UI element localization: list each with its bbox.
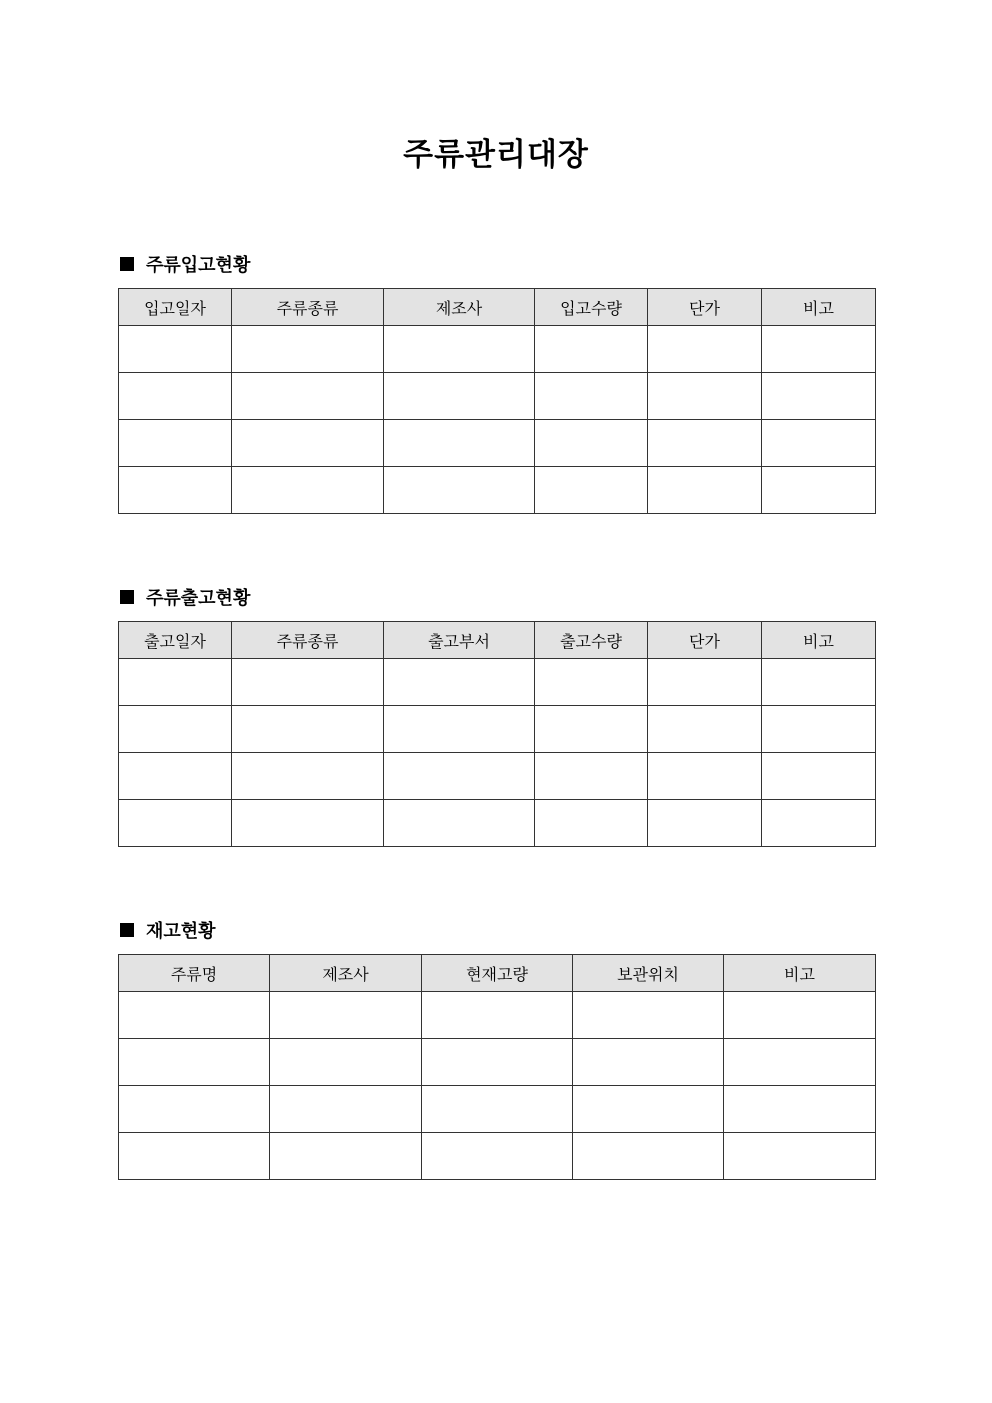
inbound-table bbox=[118, 288, 876, 514]
table-cell[interactable] bbox=[724, 1086, 876, 1133]
table-row bbox=[119, 800, 876, 847]
table-cell[interactable] bbox=[573, 992, 724, 1039]
column-header: 출고수량 bbox=[535, 622, 648, 659]
table-cell[interactable] bbox=[762, 326, 876, 373]
column-header: 비고 bbox=[724, 955, 876, 992]
table-cell[interactable] bbox=[422, 1039, 573, 1086]
table-cell[interactable] bbox=[119, 1133, 270, 1180]
table-cell[interactable] bbox=[648, 373, 762, 420]
inbound-section bbox=[118, 247, 875, 514]
table-cell[interactable] bbox=[535, 420, 648, 467]
section-title: 주류출고현황 bbox=[146, 588, 251, 609]
stock-section bbox=[118, 913, 875, 1180]
table-cell[interactable] bbox=[384, 326, 535, 373]
table-cell[interactable] bbox=[762, 800, 876, 847]
table-cell[interactable] bbox=[384, 420, 535, 467]
table-cell[interactable] bbox=[270, 1133, 422, 1180]
table-cell[interactable] bbox=[422, 1086, 573, 1133]
table-cell[interactable] bbox=[232, 800, 384, 847]
table-row bbox=[119, 467, 876, 514]
table-cell[interactable] bbox=[648, 706, 762, 753]
table-cell[interactable] bbox=[573, 1133, 724, 1180]
table-cell[interactable] bbox=[119, 326, 232, 373]
table-cell[interactable] bbox=[119, 420, 232, 467]
column-header: 주류명 bbox=[119, 955, 270, 992]
column-header: 현재고량 bbox=[422, 955, 573, 992]
table-cell[interactable] bbox=[119, 373, 232, 420]
table-row bbox=[119, 1133, 876, 1180]
section-heading bbox=[118, 247, 875, 281]
table-row bbox=[119, 1039, 876, 1086]
outbound-section bbox=[118, 580, 875, 847]
table-cell[interactable] bbox=[535, 467, 648, 514]
column-header: 입고수량 bbox=[535, 289, 648, 326]
table-header-row bbox=[119, 622, 876, 659]
column-header: 제조사 bbox=[384, 289, 535, 326]
column-header: 출고일자 bbox=[119, 622, 232, 659]
table-cell[interactable] bbox=[232, 659, 384, 706]
table-header-row bbox=[119, 289, 876, 326]
table-cell[interactable] bbox=[535, 800, 648, 847]
table-header-row bbox=[119, 955, 876, 992]
table-cell[interactable] bbox=[119, 659, 232, 706]
table-row bbox=[119, 326, 876, 373]
table-row bbox=[119, 659, 876, 706]
table-cell[interactable] bbox=[422, 992, 573, 1039]
table-cell[interactable] bbox=[384, 373, 535, 420]
column-header: 주류종류 bbox=[232, 289, 384, 326]
column-header: 단가 bbox=[648, 622, 762, 659]
table-cell[interactable] bbox=[232, 373, 384, 420]
table-cell[interactable] bbox=[232, 706, 384, 753]
table-cell[interactable] bbox=[270, 1086, 422, 1133]
table-cell[interactable] bbox=[232, 467, 384, 514]
column-header: 제조사 bbox=[270, 955, 422, 992]
table-row bbox=[119, 753, 876, 800]
page-title: 주류관리대장 bbox=[403, 137, 589, 173]
column-header: 보관위치 bbox=[573, 955, 724, 992]
table-cell[interactable] bbox=[384, 659, 535, 706]
table-row bbox=[119, 1086, 876, 1133]
table-cell[interactable] bbox=[535, 373, 648, 420]
table-cell[interactable] bbox=[762, 420, 876, 467]
table-cell[interactable] bbox=[762, 753, 876, 800]
column-header: 출고부서 bbox=[384, 622, 535, 659]
table-cell[interactable] bbox=[648, 420, 762, 467]
section-title: 재고현황 bbox=[146, 921, 216, 942]
table-cell[interactable] bbox=[232, 753, 384, 800]
square-bullet-icon bbox=[120, 923, 134, 937]
table-cell[interactable] bbox=[119, 706, 232, 753]
section-heading bbox=[118, 913, 875, 947]
table-cell[interactable] bbox=[535, 326, 648, 373]
section-heading bbox=[118, 580, 875, 614]
table-row bbox=[119, 373, 876, 420]
table-cell[interactable] bbox=[119, 800, 232, 847]
table-cell[interactable] bbox=[535, 753, 648, 800]
table-cell[interactable] bbox=[762, 373, 876, 420]
stock-table bbox=[118, 954, 876, 1180]
table-cell[interactable] bbox=[384, 706, 535, 753]
table-cell[interactable] bbox=[573, 1086, 724, 1133]
table-cell[interactable] bbox=[384, 467, 535, 514]
square-bullet-icon bbox=[120, 257, 134, 271]
table-cell[interactable] bbox=[119, 1039, 270, 1086]
table-row bbox=[119, 992, 876, 1039]
table-cell[interactable] bbox=[119, 467, 232, 514]
table-cell[interactable] bbox=[648, 800, 762, 847]
table-cell[interactable] bbox=[119, 992, 270, 1039]
table-cell[interactable] bbox=[724, 1133, 876, 1180]
table-cell[interactable] bbox=[270, 1039, 422, 1086]
table-cell[interactable] bbox=[535, 659, 648, 706]
column-header: 비고 bbox=[762, 289, 876, 326]
column-header: 단가 bbox=[648, 289, 762, 326]
table-cell[interactable] bbox=[573, 1039, 724, 1086]
table-cell[interactable] bbox=[119, 753, 232, 800]
table-cell[interactable] bbox=[648, 659, 762, 706]
table-cell[interactable] bbox=[535, 706, 648, 753]
table-cell[interactable] bbox=[762, 659, 876, 706]
table-cell[interactable] bbox=[762, 706, 876, 753]
table-row bbox=[119, 706, 876, 753]
table-cell[interactable] bbox=[724, 1039, 876, 1086]
table-cell[interactable] bbox=[648, 326, 762, 373]
table-row bbox=[119, 420, 876, 467]
section-title: 주류입고현황 bbox=[146, 255, 251, 276]
table-cell[interactable] bbox=[762, 467, 876, 514]
table-cell[interactable] bbox=[384, 800, 535, 847]
table-cell[interactable] bbox=[270, 992, 422, 1039]
column-header: 주류종류 bbox=[232, 622, 384, 659]
square-bullet-icon bbox=[120, 590, 134, 604]
table-cell[interactable] bbox=[724, 992, 876, 1039]
table-cell[interactable] bbox=[119, 1086, 270, 1133]
table-cell[interactable] bbox=[648, 467, 762, 514]
table-cell[interactable] bbox=[384, 753, 535, 800]
column-header: 비고 bbox=[762, 622, 876, 659]
outbound-table bbox=[118, 621, 876, 847]
table-cell[interactable] bbox=[422, 1133, 573, 1180]
table-cell[interactable] bbox=[232, 420, 384, 467]
table-cell[interactable] bbox=[232, 326, 384, 373]
table-cell[interactable] bbox=[648, 753, 762, 800]
column-header: 입고일자 bbox=[119, 289, 232, 326]
